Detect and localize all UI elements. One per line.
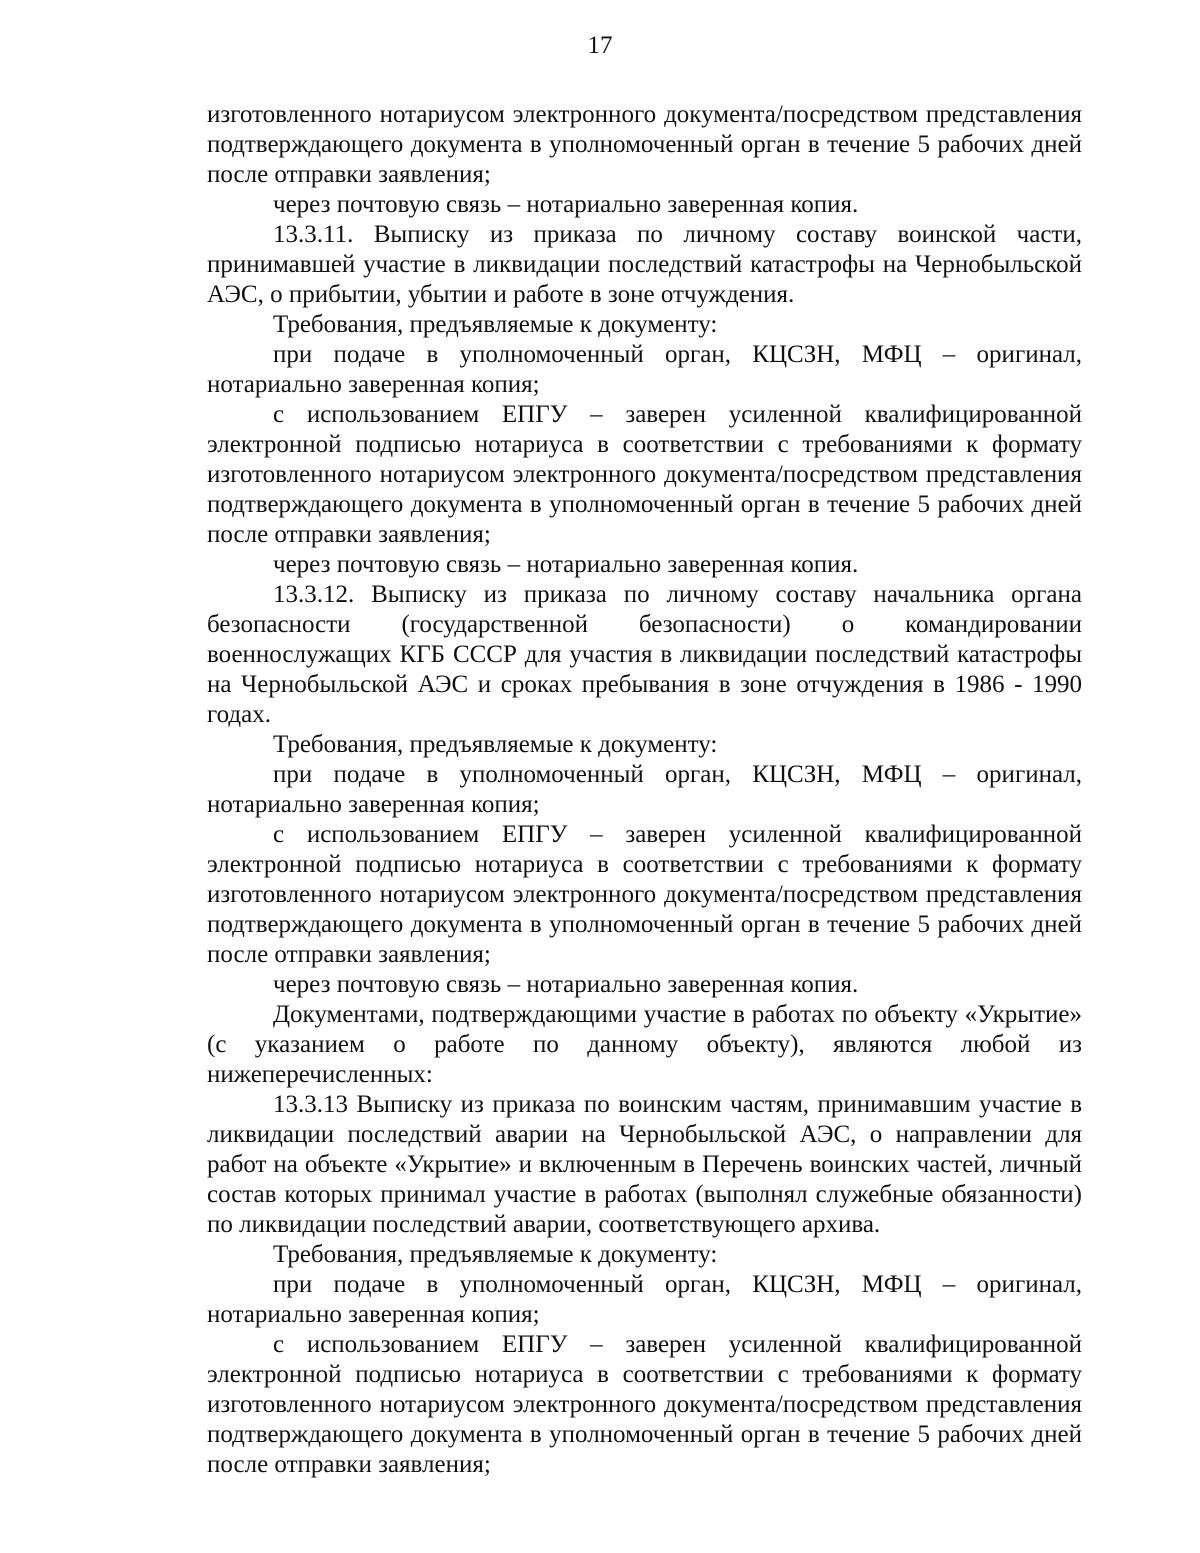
section-heading-13-3-11: 13.3.11. Выписку из приказа по личному составу воинской части, принимавшей участие в ликвидации последствий катастрофы на Чернобыльской АЭС, о прибытии, убытии и работе в зоне отчуждения.: [207, 221, 1082, 308]
paragraph: при подаче в уполномоченный орган, КЦСЗН, МФЦ – оригинал, нотариально заверенная копия;: [207, 761, 1082, 818]
paragraph: Документами, подтверждающими участие в работах по объекту «Укрытие» (с указанием о работе по данному объекту), являются любой из нижеперечисленных:: [207, 1001, 1082, 1088]
section-heading-13-3-12: 13.3.12. Выписку из приказа по личному составу начальника органа безопасности (государственной безопасности) о командировании военнослужащих КГБ СССР для участия в ликвидации последствий катастрофы на Чернобыльской АЭС и сроках пребывания в зоне отчуждения в 1986 - 1990 годах.: [207, 581, 1082, 728]
paragraph: с использованием ЕПГУ – заверен усиленной квалифицированной электронной подписью нотариуса в соответствии с требованиями к формату изготовленного нотариусом электронного документа/посредством представления подтверждающего документа в уполномоченный орган в течение 5 рабочих дней после отправки заявления;: [207, 401, 1082, 548]
paragraph: Требования, предъявляемые к документу:: [273, 1241, 718, 1268]
document-body: [207, 100, 1082, 1480]
paragraph: при подаче в уполномоченный орган, КЦСЗН, МФЦ – оригинал, нотариально заверенная копия;: [207, 341, 1082, 398]
paragraph: изготовленного нотариусом электронного документа/посредством представления подтверждающего документа в уполномоченный орган в течение 5 рабочих дней после отправки заявления;: [207, 101, 1082, 188]
paragraph: через почтовую связь – нотариально заверенная копия.: [273, 551, 859, 578]
paragraph: при подаче в уполномоченный орган, КЦСЗН, МФЦ – оригинал, нотариально заверенная копия;: [207, 1271, 1082, 1328]
paragraph: через почтовую связь – нотариально заверенная копия.: [273, 971, 859, 998]
paragraph: с использованием ЕПГУ – заверен усиленной квалифицированной электронной подписью нотариуса в соответствии с требованиями к формату изготовленного нотариусом электронного документа/посредством представления подтверждающего документа в уполномоченный орган в течение 5 рабочих дней после отправки заявления;: [207, 1331, 1082, 1478]
paragraph: с использованием ЕПГУ – заверен усиленной квалифицированной электронной подписью нотариуса в соответствии с требованиями к формату изготовленного нотариусом электронного документа/посредством представления подтверждающего документа в уполномоченный орган в течение 5 рабочих дней после отправки заявления;: [207, 821, 1082, 968]
paragraph: Требования, предъявляемые к документу:: [273, 311, 718, 338]
paragraph: Требования, предъявляемые к документу:: [273, 731, 718, 758]
section-heading-13-3-13: 13.3.13 Выписку из приказа по воинским частям, принимавшим участие в ликвидации последствий аварии на Чернобыльской АЭС, о направлении для работ на объекте «Укрытие» и включенным в Перечень воинских частей, личный состав которых принимал участие в работах (выполнял служебные обязанности) по ликвидации последствий аварии, соответствующего архива.: [207, 1091, 1082, 1238]
paragraph: через почтовую связь – нотариально заверенная копия.: [273, 191, 859, 218]
page-number: 17: [587, 32, 613, 59]
